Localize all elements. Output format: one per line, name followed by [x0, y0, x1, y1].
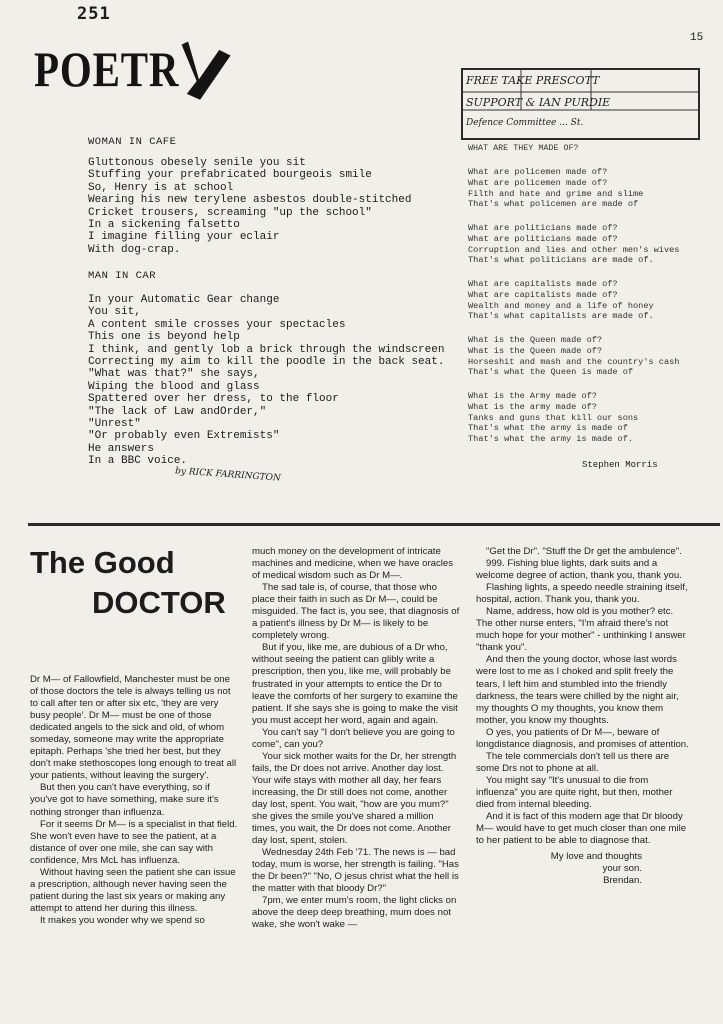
svg-text:POETR: POETR: [34, 41, 180, 97]
article-column-2: [252, 546, 460, 932]
right-poem-stanza-4: What is the Queen made of? What is the Queen made of? Horseshit and mash and the country's cash That's what the Queen is made of: [468, 335, 680, 378]
stamp-line-1: FREE TAKE PRESCOTT: [466, 74, 600, 87]
article-paragraph: O yes, you patients of Dr M—, beware of longdistance diagnosis, and promises of attention.: [476, 726, 689, 750]
article-paragraph: But then you can't have everything, so if you've got to have something, make sure it's nothing stronger than influenza.: [30, 782, 219, 818]
article-title-line-2: DOCTOR: [92, 585, 226, 620]
poem-title-man-in-car: MAN IN CAR: [88, 270, 157, 282]
right-poem-stanza-3: What are capitalists made of? What are capitalists made of? Wealth and money and a life of honey That's what capitalists are made of.: [468, 279, 654, 322]
right-poem-stanza-1: What are policemen made of? What are policemen made of? Filth and hate and grime and slime That's what policemen are made of: [468, 167, 644, 210]
article-signoff: My love and thoughts your son. Brendan.: [550, 851, 642, 887]
article-paragraph: You might say "It's unusual to die from influenza" you are quite right, but then, mother died from internal bleeding.: [476, 774, 673, 810]
article-paragraph: The tele commercials don't tell us there are some Drs not to phone at all.: [476, 750, 670, 774]
poem-title-woman-in-cafe: WOMAN IN CAFE: [88, 136, 177, 148]
right-poem-stanza-2: What are politicians made of? What are politicians made of? Corruption and lies and other men's wives That's what politicians are made of.: [468, 223, 680, 266]
article-paragraph: Your sick mother waits for the Dr, her strength fails, the Dr does not arrive. Another day lost. Your wife stays with mother all day, her fears increasing, the Dr still does not come, another day lost, spent. You wait, "how are you mum?" she gives the smile you've shared a million times, you wait, the Dr does not come. Another day lost, spent, stolen.: [252, 750, 457, 847]
article-paragraph: Dr M— of Fallowfield, Manchester must be one of those doctors the tele is always telling us not to call after ten or after six etc, 'they are very busy people'. Dr M— must be one of those dedicated angels to the sick and old, of whom someday, someone may write the appropriate epitaph. Perhaps 'she tried her best, but they don't make stethoscopes long enough to treat all your patients, without leaving the surgery'.: [30, 674, 237, 782]
article-paragraph: Without having seen the patient she can issue a prescription, although never having seen the patient during the last six years or making any attempt to attend her during this illness.: [30, 866, 236, 914]
article-column-1: [30, 674, 238, 927]
handwritten-stamp: [461, 68, 700, 140]
article-paragraph: But if you, like me, are dubious of a Dr who, without seeing the patient can glibly write a prescription, then you, like me, will probably be frustrated in your attempts to entice the Dr to leave the comforts of her surgery to examine the patient. If she says she is going to make the visit you must accept her word, again and again.: [252, 642, 458, 726]
article-paragraph: much money on the development of intricate machines and medicine, when we have oracles of medical wisdom such as Dr M—.: [252, 546, 454, 582]
article-paragraph: Name, address, how old is you mother? etc. The other nurse enters, "I'm afraid there's not much hope for your mother" - unthinking I answer "thank you".: [476, 606, 686, 654]
poet-signature: by RICK FARRINGTON: [174, 466, 282, 484]
folio-number: 15: [690, 32, 704, 44]
article-paragraph: 999. Fishing blue lights, dark suits and a welcome degree of action, thank you, thank you.: [476, 558, 682, 582]
stamp-line-3: Defence Committee ... St.: [466, 118, 584, 128]
poem-body-man-in-car: In your Automatic Gear change You sit, A content smile crosses your spectacles This one is beyond help I think, and gently lob a brick through the windscreen Correcting my aim to kill the poodle in the back seat. "What was that?" she says, Wiping the blood and glass Spattered over her dress, to the floor "The lack of Law andOrder," "Unrest" "Or probably even Extremists" He answers In a BBC voice.: [88, 294, 445, 468]
poetry-masthead-logo: [34, 36, 244, 108]
article-paragraph: Flashing lights, a speedo needle straining itself, hospital, action. Thank you, thank you.: [476, 582, 688, 606]
article-paragraph: Wednesday 24th Feb '71. The news is — bad today, mum is worse, her strength is failing. "Has the Dr been?" "No, O jesus christ what the hell is the matter with that bloody Dr?": [252, 847, 459, 895]
article-paragraph: For it seems Dr M— is a specialist in that field. She won't even have to see the patient, at a distance of over one mile, she can say with confidence, Mrs McL has influenza.: [30, 818, 238, 866]
article-column-3: [476, 546, 690, 887]
right-poem-author: Stephen Morris: [582, 460, 658, 470]
stamp-line-2: SUPPORT & IAN PURDIE: [466, 96, 611, 109]
article-paragraph: And it is fact of this modern age that Dr bloody M— would have to get much closer than one mile to her patient to be able to diagnose that.: [476, 811, 687, 847]
page-number: 251: [77, 4, 111, 24]
right-poem-stanza-5: What is the Army made of? What is the army made of? Tanks and guns that kill our sons That's what the army is made of That's what the army is made of.: [468, 391, 639, 445]
article-paragraph: You can't say "I don't believe you are going to come", can you?: [252, 726, 455, 750]
poem-title-what-are-they-made-of: WHAT ARE THEY MADE OF?: [468, 143, 579, 153]
article-paragraph: The sad tale is, of course, that those who place their faith in such as Dr M—, could be misguided. The fact is, you see, that diagnosis of a patient's illness by Dr M— is likely to be completely wrong.: [252, 582, 460, 642]
article-paragraph: And then the young doctor, whose last words were lost to me as I choked and split freely the tears, I left him and stumbled into the friendly darkness, the tears were chilled by the night air, my thoughts O my thoughts, you know them mother, you know my thoughts.: [476, 654, 679, 726]
article-paragraph: "Get the Dr". "Stuff the Dr get the ambulence".: [486, 546, 682, 557]
article-title-line-1: The Good: [30, 545, 175, 580]
article-paragraph: 7pm, we enter mum's room, the light clicks on above the deep deep breathing, mum does not wake, she won't wake —: [252, 895, 457, 931]
section-divider: [28, 523, 720, 526]
poem-body-woman-in-cafe: Gluttonous obesely senile you sit Stuffing your prefabricated bourgeois smile So, Henry is at school Wearing his new terylene asbestos double-stitched Cricket trousers, screaming "up the school" In a sickening falsetto I imagine filling your eclair With dog-crap.: [88, 157, 412, 256]
article-paragraph: It makes you wonder why we spend so: [40, 914, 205, 926]
